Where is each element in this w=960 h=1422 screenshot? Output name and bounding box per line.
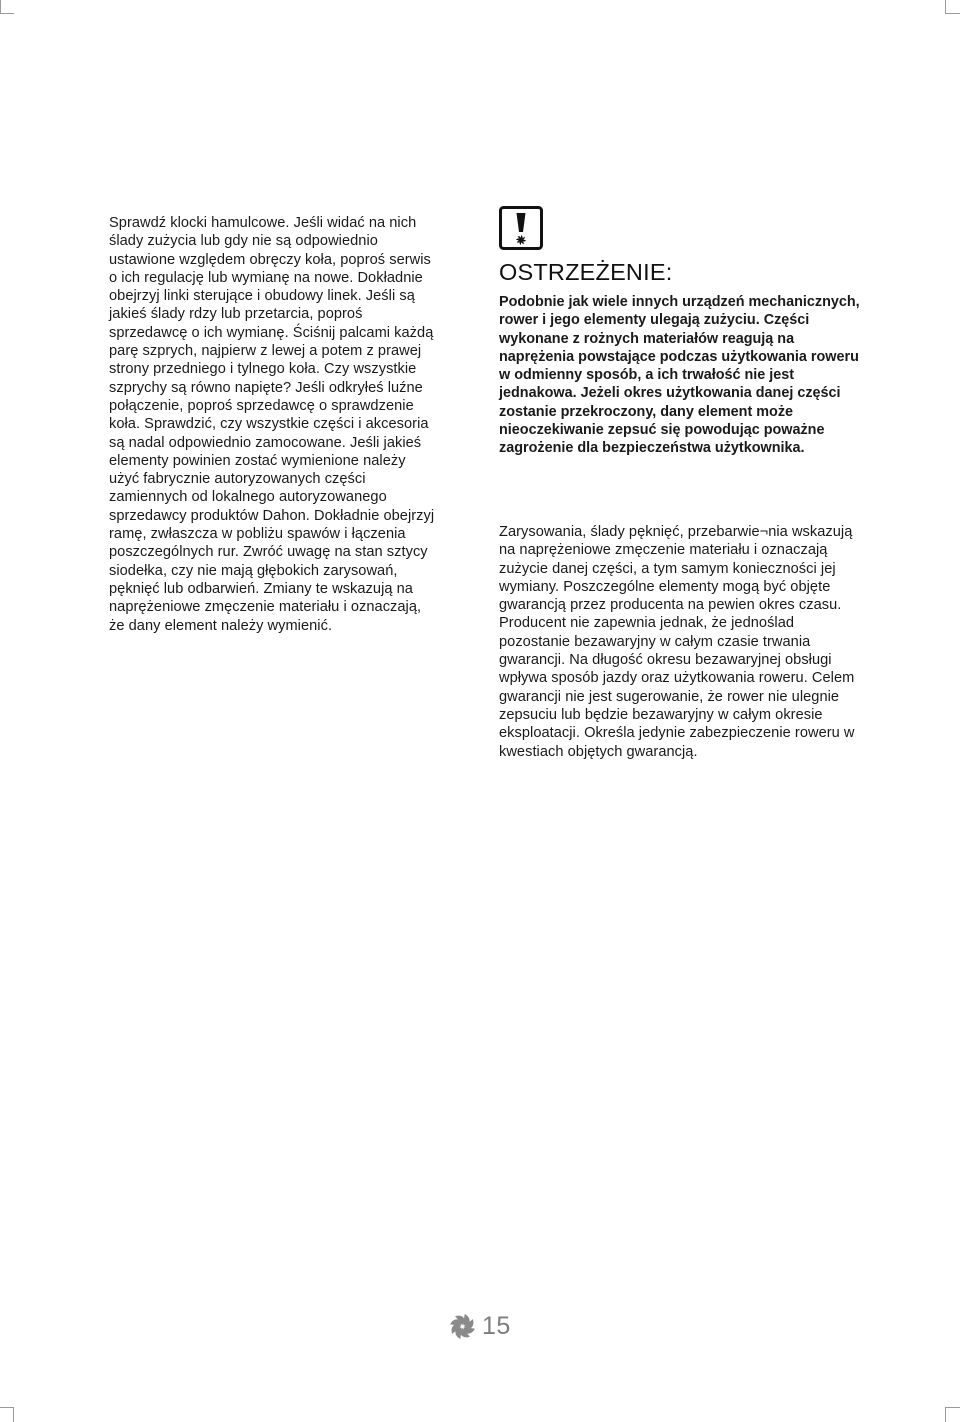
pinwheel-logo-icon (449, 1313, 476, 1340)
page-footer (449, 1311, 511, 1341)
warranty-paragraph: Zarysowania, ślady pęknięć, przebarwie¬nia wskazują na naprężeniowe zmęczenie materiału i oznaczają zużycie danej części, a tym samym konieczności jej wymiany. Poszczególne elementy mogą być objęte gwarancją przez producenta na pewien okres czasu. Producent nie zapewnia jednak, że jednoślad pozostanie bezawaryjny w całym czasie trwania gwarancji. Na długość okresu bezawaryjnej obsługi wpływa sposób jazdy oraz użytkowania roweru. Celem gwarancji nie jest sugerowanie, że rower nie ulegnie zepsuciu lub będzie bezawaryjny w całym okresie eksploatacji. Określa jedynie zabezpieczenie roweru w kwestiach objętych gwarancją. (499, 524, 855, 760)
warning-title: OSTRZEŻENIE: (499, 259, 673, 285)
page-number: 15 (482, 1312, 511, 1340)
warning-box (499, 206, 869, 458)
maintenance-inspection-paragraph: Sprawdź klocki hamulcowe. Jeśli widać na nich ślady zużycia lub gdy nie są odpowiednio ustawione względem obręczy koła, poproś serwis o ich regulację lub wymianę na nowe. Dokładnie obejrzyj linki sterujące i obudowy linek. Jeśli są jakieś ślady rdzy lub przetarcia, poproś sprzedawcę o ich wymianę. Ściśnij palcami każdą parę szprych, najpierw z lewej a potem z prawej strony przedniego i tylnego koła. Czy wszystkie szprychy są równo napięte? Jeśli odkryłeś luźne połączenie, poproś sprzedawcę o sprawdzenie koła. Sprawdzić, czy wszystkie części i akcesoria są nadal odpowiednio zamocowane. Jeśli jakieś elementy powinien zostać wymienione należy użyć fabrycznie autoryzowanych części zamiennych od lokalnego autoryzowanego sprzedawcy produktów Dahon. Dokładnie obejrzyj ramę, zwłaszcza w pobliżu spawów i łączenia poszczególnych rur. Zwróć uwagę na stan sztycy siodełka, czy nie mają głębokich zarysowań, pęknięć lub odbarwień. Zmiany te wskazują na naprężeniowe zmęczenie materiału i oznaczają, że dany element należy wymienić. (109, 215, 435, 634)
exclamation-warning-icon (499, 206, 543, 250)
warning-body: Podobnie jak wiele innych urządzeń mechanicznych, rower i jego elementy ulegają zużyciu. Części wykonane z rożnych materiałów reagują na naprężenia powstające podczas użytkowania roweru w odmienny sposób, a ich trwałość nie jest jednakowa. Jeżeli okres użytkowania danej części zostanie przekroczony, dany element może nieoczekiwanie zepsuć się powodując poważne zagrożenie dla bezpieczeństwa użytkownika. (499, 294, 860, 457)
